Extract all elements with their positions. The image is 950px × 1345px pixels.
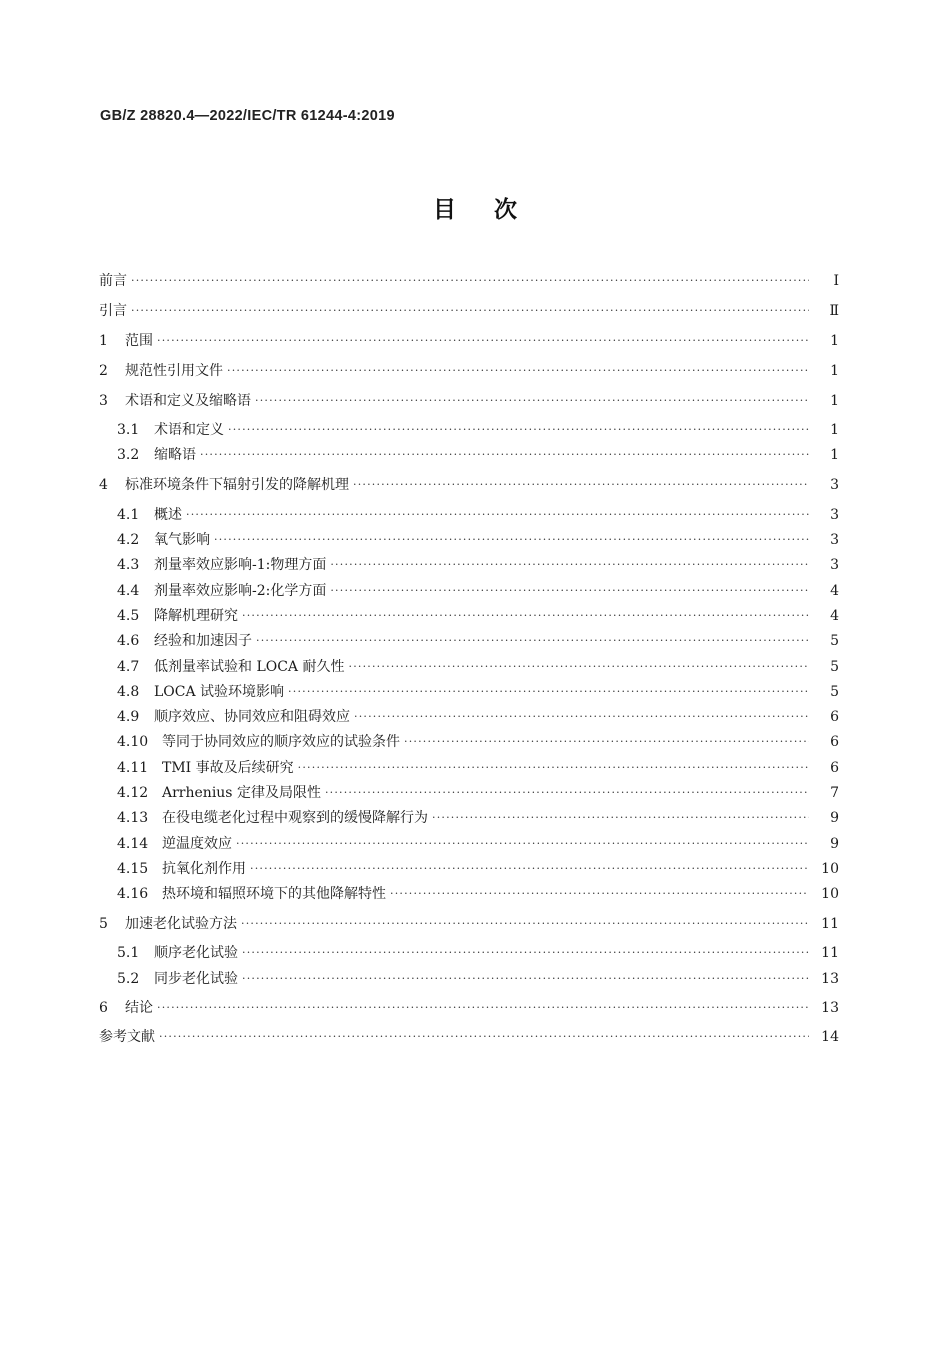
toc-leader	[242, 968, 809, 990]
toc-entry-title: 顺序老化试验	[154, 945, 238, 961]
toc-entry-title: 前言	[99, 273, 127, 289]
toc-entry-4-16[interactable]	[117, 883, 839, 905]
toc-leader	[353, 474, 809, 496]
toc-entry-title: 剂量率效应影响-2:化学方面	[154, 583, 327, 599]
toc-entry-title: 在役电缆老化过程中观察到的缓慢降解行为	[162, 810, 428, 826]
toc-entry-title: 等同于协同效应的顺序效应的试验条件	[162, 734, 400, 750]
standard-number: GB/Z 28820.4—2022/IEC/TR 61244-4:2019	[100, 108, 395, 124]
toc-page-number: 1	[830, 447, 839, 463]
toc-entry-title: 经验和加速因子	[154, 633, 252, 649]
toc-entry-number: 4.11	[117, 760, 149, 776]
page-title: 目次	[433, 197, 555, 223]
toc-entry-title: 缩略语	[154, 447, 196, 463]
toc-page-number: Ⅱ	[829, 303, 839, 319]
toc-leader	[242, 605, 809, 627]
toc-entry-4-14[interactable]	[117, 833, 839, 855]
toc-leader	[390, 883, 809, 905]
toc-leader	[354, 706, 809, 728]
toc-page-number: 3	[830, 507, 839, 523]
toc-entry-number: 4.16	[117, 886, 149, 902]
toc-entry-title: 剂量率效应影响-1:物理方面	[154, 557, 327, 573]
toc-entry-number: 5.2	[117, 971, 140, 987]
toc-page-number: 11	[821, 945, 839, 961]
toc-entry-number: 3	[99, 393, 108, 409]
toc-entry-number: 4.12	[117, 785, 149, 801]
toc-entry-4-2[interactable]	[117, 529, 839, 551]
toc-entry-number: 1	[99, 333, 108, 349]
toc-page-number: 3	[830, 557, 839, 573]
toc-entry-4-7[interactable]	[117, 656, 839, 678]
toc-entry-title: 同步老化试验	[154, 971, 238, 987]
toc-entry-number: 3.2	[117, 447, 140, 463]
toc-entry-title: 术语和定义及缩略语	[125, 393, 251, 409]
toc-entry-4-9[interactable]	[117, 706, 839, 728]
toc-page-number: 10	[821, 861, 839, 877]
toc-entry-4-11[interactable]	[117, 757, 839, 779]
toc-entry-4[interactable]	[99, 474, 839, 496]
toc-entry-4-3[interactable]	[117, 554, 839, 576]
toc-leader	[159, 1026, 809, 1048]
toc-entry-5-1[interactable]	[117, 942, 839, 964]
toc-entry-2[interactable]	[99, 360, 839, 382]
toc-page-number: 14	[821, 1029, 839, 1045]
toc-entry-introduction[interactable]	[99, 300, 839, 322]
toc-leader	[330, 580, 809, 602]
toc-entry-number: 4.7	[117, 659, 140, 675]
toc-entry-title: 降解机理研究	[154, 608, 238, 624]
toc-entry-number: 4.13	[117, 810, 149, 826]
toc-leader	[325, 782, 809, 804]
toc-page-number: 4	[830, 583, 839, 599]
toc-entry-title: 热环境和辐照环境下的其他降解特性	[162, 886, 386, 902]
toc-entry-title: 加速老化试验方法	[125, 916, 237, 932]
toc-entry-title: 范围	[125, 333, 153, 349]
toc-page-number: 1	[830, 422, 839, 438]
toc-page-number: 6	[830, 734, 839, 750]
toc-entry-title: LOCA 试验环境影响	[154, 684, 285, 700]
toc-leader	[298, 757, 809, 779]
toc-entry-title: 氧气影响	[154, 532, 210, 548]
toc-entry-number: 4.8	[117, 684, 140, 700]
toc-leader	[241, 913, 809, 935]
toc-leader	[250, 858, 809, 880]
toc-entry-number: 5	[99, 916, 108, 932]
toc-page-number: 10	[821, 886, 839, 902]
toc-page-number: 9	[830, 836, 839, 852]
toc-leader	[157, 997, 809, 1019]
toc-entry-1[interactable]	[99, 330, 839, 352]
toc-page-number: 1	[830, 393, 839, 409]
toc-entry-title: 顺序效应、协同效应和阻碍效应	[154, 709, 350, 725]
toc-entry-6[interactable]	[99, 997, 839, 1019]
toc-entry-3[interactable]	[99, 390, 839, 412]
toc-entry-title: Arrhenius 定律及局限性	[162, 785, 321, 801]
toc-entry-4-6[interactable]	[117, 630, 839, 652]
toc-entry-number: 2	[99, 363, 108, 379]
toc-entry-number: 4.15	[117, 861, 149, 877]
toc-entry-title: 结论	[125, 1000, 153, 1016]
toc-entry-4-8[interactable]	[117, 681, 839, 703]
toc-page-number: 6	[830, 709, 839, 725]
toc-entry-4-13[interactable]	[117, 807, 839, 829]
toc-leader	[200, 444, 809, 466]
toc-page-number: 9	[830, 810, 839, 826]
toc-entry-number: 4.1	[117, 507, 140, 523]
toc-entry-number: 5.1	[117, 945, 140, 961]
toc-entry-5-2[interactable]	[117, 968, 839, 990]
toc-entry-number: 4.2	[117, 532, 140, 548]
toc-entry-4-4[interactable]	[117, 580, 839, 602]
toc-page-number: 4	[830, 608, 839, 624]
toc-entry-number: 4.6	[117, 633, 140, 649]
toc-leader	[228, 419, 809, 441]
toc-page-number: Ⅰ	[833, 273, 839, 289]
toc-page-number: 1	[830, 363, 839, 379]
toc-entry-title: 逆温度效应	[162, 836, 232, 852]
toc-entry-number: 4.9	[117, 709, 140, 725]
toc-entry-title: 抗氧化剂作用	[162, 861, 246, 877]
toc-entry-4-12[interactable]	[117, 782, 839, 804]
toc-entry-number: 4	[99, 477, 108, 493]
toc-entry-number: 3.1	[117, 422, 140, 438]
toc-leader	[157, 330, 809, 352]
toc-page-number: 3	[830, 477, 839, 493]
toc-leader	[330, 554, 809, 576]
toc-page-number: 11	[821, 916, 839, 932]
toc-page-number: 6	[830, 760, 839, 776]
toc-entry-title: 标准环境条件下辐射引发的降解机理	[125, 477, 349, 493]
toc-page-number: 5	[830, 684, 839, 700]
toc-page-number: 5	[830, 659, 839, 675]
toc-page-number: 13	[821, 971, 839, 987]
toc-entry-title: 术语和定义	[154, 422, 224, 438]
toc-leader	[256, 630, 809, 652]
toc-entry-4-10[interactable]	[117, 731, 839, 753]
toc-entry-number: 4.5	[117, 608, 140, 624]
toc-entry-5[interactable]	[99, 913, 839, 935]
toc-leader	[131, 300, 809, 322]
toc-entry-title: 概述	[154, 507, 182, 523]
toc-entry-4-15[interactable]	[117, 858, 839, 880]
toc-leader	[255, 390, 809, 412]
toc-leader	[186, 504, 809, 526]
toc-entry-title: TMI 事故及后续研究	[162, 760, 294, 776]
toc-leader	[404, 731, 809, 753]
toc-page-number: 13	[821, 1000, 839, 1016]
toc-entry-title: 参考文献	[99, 1029, 155, 1045]
toc-entry-references[interactable]	[99, 1026, 839, 1048]
toc-entry-number: 6	[99, 1000, 108, 1016]
toc-page-number: 3	[830, 532, 839, 548]
toc-entry-number: 4.4	[117, 583, 140, 599]
toc-entry-title: 引言	[99, 303, 127, 319]
toc-page-number: 5	[830, 633, 839, 649]
toc-page-number: 7	[830, 785, 839, 801]
toc-leader	[432, 807, 809, 829]
toc-entry-4-1[interactable]	[117, 504, 839, 526]
toc-entry-3-1[interactable]	[117, 419, 839, 441]
toc-entry-foreword[interactable]	[99, 270, 839, 292]
toc-leader	[288, 681, 809, 703]
toc-entry-number: 4.14	[117, 836, 149, 852]
toc-entry-number: 4.3	[117, 557, 140, 573]
toc-leader	[242, 942, 809, 964]
toc-entry-title: 低剂量率试验和 LOCA 耐久性	[154, 659, 345, 675]
toc-leader	[131, 270, 809, 292]
toc-leader	[214, 529, 809, 551]
toc-page-number: 1	[830, 333, 839, 349]
toc-entry-title: 规范性引用文件	[125, 363, 223, 379]
toc-leader	[227, 360, 809, 382]
toc-entry-4-5[interactable]	[117, 605, 839, 627]
toc-entry-3-2[interactable]	[117, 444, 839, 466]
toc-entry-number: 4.10	[117, 734, 149, 750]
toc-leader	[349, 656, 810, 678]
toc-leader	[236, 833, 809, 855]
